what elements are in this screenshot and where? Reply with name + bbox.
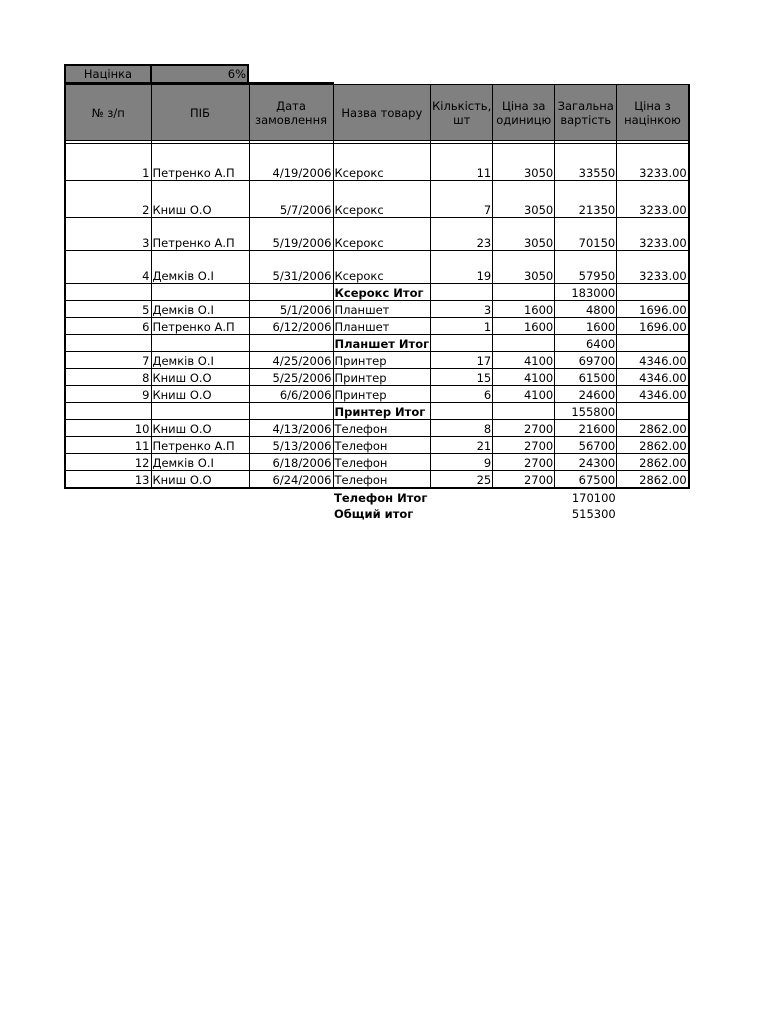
markup-table xyxy=(64,64,334,84)
table-row xyxy=(65,318,689,335)
header-quantity[interactable]: Кількість, шт xyxy=(431,85,493,141)
total-empty-cell[interactable] xyxy=(249,488,333,505)
row-markup-price[interactable]: 4346.00 xyxy=(617,386,689,403)
row-date[interactable]: 5/13/2006 xyxy=(249,437,333,454)
row-unit-price[interactable]: 3050 xyxy=(493,181,555,218)
subtotal-label[interactable]: Ксерокс Итог xyxy=(333,284,431,301)
row-product[interactable]: Ксерокс xyxy=(333,181,431,218)
row-number[interactable]: 6 xyxy=(65,318,151,335)
row-product[interactable]: Телефон xyxy=(333,471,431,489)
row-quantity[interactable]: 1 xyxy=(431,318,493,335)
table-row xyxy=(65,386,689,403)
table-row xyxy=(65,471,689,489)
subtotal-empty-cell[interactable] xyxy=(249,284,333,301)
row-date[interactable]: 5/7/2006 xyxy=(249,181,333,218)
subtotal-empty-cell[interactable] xyxy=(617,403,689,420)
row-quantity[interactable]: 3 xyxy=(431,301,493,318)
row-number[interactable]: 12 xyxy=(65,454,151,471)
row-markup-price[interactable]: 2862.00 xyxy=(617,420,689,437)
table-row xyxy=(65,181,689,218)
subtotal-empty-cell[interactable] xyxy=(617,284,689,301)
row-unit-price[interactable]: 2700 xyxy=(493,454,555,471)
total-empty-cell[interactable] xyxy=(151,505,249,521)
row-date[interactable]: 4/25/2006 xyxy=(249,352,333,369)
row-name[interactable]: Демків О.І xyxy=(151,352,249,369)
subtotal-empty-cell[interactable] xyxy=(493,335,555,352)
row-unit-price[interactable]: 4100 xyxy=(493,352,555,369)
row-date[interactable]: 4/13/2006 xyxy=(249,420,333,437)
row-total-cost[interactable]: 24300 xyxy=(555,454,617,471)
subtotal-label[interactable]: Принтер Итог xyxy=(333,403,431,420)
row-product[interactable]: Планшет xyxy=(333,301,431,318)
total-empty-cell[interactable] xyxy=(151,488,249,505)
header-product[interactable]: Назва товару xyxy=(333,85,431,141)
table-row xyxy=(65,437,689,454)
subtotal-empty-cell[interactable] xyxy=(493,403,555,420)
row-name[interactable]: Книш О.О xyxy=(151,369,249,386)
total-value[interactable]: 515300 xyxy=(571,507,616,521)
subtotal-row xyxy=(65,403,689,420)
total-empty-cell[interactable] xyxy=(617,488,689,505)
table-row xyxy=(65,144,689,181)
row-markup-price[interactable]: 3233.00 xyxy=(617,218,689,251)
subtotal-empty-cell[interactable] xyxy=(151,335,249,352)
header-name[interactable]: ПІБ xyxy=(151,85,249,141)
row-name[interactable]: Петренко А.П xyxy=(151,318,249,335)
row-product[interactable]: Ксерокс xyxy=(333,144,431,181)
row-quantity[interactable]: 21 xyxy=(431,437,493,454)
row-date[interactable]: 5/1/2006 xyxy=(249,301,333,318)
row-product[interactable]: Принтер xyxy=(333,352,431,369)
subtotal-empty-cell[interactable] xyxy=(249,403,333,420)
row-date[interactable]: 5/19/2006 xyxy=(249,218,333,251)
row-number[interactable]: 2 xyxy=(65,181,151,218)
total-label[interactable]: Общий итог xyxy=(334,507,414,521)
row-number[interactable]: 11 xyxy=(65,437,151,454)
row-quantity[interactable]: 7 xyxy=(431,181,493,218)
row-markup-price[interactable]: 4346.00 xyxy=(617,369,689,386)
row-total-cost[interactable]: 21600 xyxy=(555,420,617,437)
row-quantity[interactable]: 6 xyxy=(431,386,493,403)
row-date[interactable]: 6/24/2006 xyxy=(249,471,333,489)
row-number[interactable]: 5 xyxy=(65,301,151,318)
header-number[interactable]: № з/п xyxy=(65,85,151,141)
total-empty-cell[interactable] xyxy=(65,488,151,505)
header-unit-price[interactable]: Ціна за одиницю xyxy=(493,85,555,141)
row-product[interactable]: Принтер xyxy=(333,369,431,386)
row-markup-price[interactable]: 1696.00 xyxy=(617,318,689,335)
row-date[interactable]: 6/6/2006 xyxy=(249,386,333,403)
spreadsheet xyxy=(64,64,690,521)
row-markup-price[interactable]: 2862.00 xyxy=(617,471,689,489)
row-markup-price[interactable]: 2862.00 xyxy=(617,454,689,471)
row-product[interactable]: Планшет xyxy=(333,318,431,335)
row-name[interactable]: Демків О.І xyxy=(151,301,249,318)
row-quantity[interactable]: 19 xyxy=(431,251,493,284)
row-name[interactable]: Книш О.О xyxy=(151,420,249,437)
row-name[interactable]: Петренко А.П xyxy=(151,144,249,181)
row-name[interactable]: Книш О.О xyxy=(151,386,249,403)
row-name[interactable]: Книш О.О xyxy=(151,471,249,489)
row-quantity[interactable]: 25 xyxy=(431,471,493,489)
row-number[interactable]: 10 xyxy=(65,420,151,437)
row-quantity[interactable]: 8 xyxy=(431,420,493,437)
row-unit-price[interactable]: 2700 xyxy=(493,471,555,489)
row-unit-price[interactable]: 3050 xyxy=(493,144,555,181)
row-unit-price[interactable]: 2700 xyxy=(493,420,555,437)
row-number[interactable]: 9 xyxy=(65,386,151,403)
total-empty-cell[interactable] xyxy=(65,505,151,521)
markup-label[interactable]: Націнка xyxy=(65,65,151,83)
row-quantity[interactable]: 11 xyxy=(431,144,493,181)
grand-total-row xyxy=(65,505,689,521)
subtotal-empty-cell[interactable] xyxy=(431,335,493,352)
row-total-cost[interactable]: 67500 xyxy=(555,471,617,489)
header-total-cost[interactable]: Загальна вартість xyxy=(555,85,617,141)
row-product[interactable]: Принтер xyxy=(333,386,431,403)
table-row xyxy=(65,352,689,369)
row-unit-price[interactable]: 3050 xyxy=(493,251,555,284)
row-name[interactable]: Петренко А.П xyxy=(151,218,249,251)
row-name[interactable]: Демків О.І xyxy=(151,454,249,471)
subtotal-empty-cell[interactable] xyxy=(617,335,689,352)
row-total-cost[interactable]: 24600 xyxy=(555,386,617,403)
row-unit-price[interactable]: 3050 xyxy=(493,218,555,251)
markup-spacer xyxy=(248,65,334,83)
row-unit-price[interactable]: 1600 xyxy=(493,301,555,318)
subtotal-empty-cell[interactable] xyxy=(431,403,493,420)
subtotal-empty-cell[interactable] xyxy=(249,335,333,352)
row-number[interactable]: 3 xyxy=(65,218,151,251)
total-empty-cell[interactable] xyxy=(493,505,555,521)
row-markup-price[interactable]: 4346.00 xyxy=(617,352,689,369)
row-markup-price[interactable]: 1696.00 xyxy=(617,301,689,318)
orders-table xyxy=(64,84,690,521)
row-unit-price[interactable]: 4100 xyxy=(493,386,555,403)
row-unit-price[interactable]: 1600 xyxy=(493,318,555,335)
total-empty-cell[interactable] xyxy=(617,505,689,521)
row-date[interactable]: 5/25/2006 xyxy=(249,369,333,386)
row-number[interactable]: 1 xyxy=(65,144,151,181)
table-row xyxy=(65,218,689,251)
table-row xyxy=(65,454,689,471)
subtotal-empty-cell[interactable] xyxy=(65,335,151,352)
row-product[interactable]: Ксерокс xyxy=(333,251,431,284)
row-markup-price[interactable]: 2862.00 xyxy=(617,437,689,454)
total-empty-cell[interactable] xyxy=(431,505,493,521)
row-name[interactable]: Петренко А.П xyxy=(151,437,249,454)
subtotal-empty-cell[interactable] xyxy=(65,284,151,301)
total-label[interactable]: Телефон Итог xyxy=(334,491,428,505)
subtotal-value[interactable]: 183000 xyxy=(555,284,617,301)
total-value[interactable]: 170100 xyxy=(571,491,616,505)
total-empty-cell[interactable] xyxy=(431,488,493,505)
subtotal-row xyxy=(65,284,689,301)
subtotal-value[interactable]: 155800 xyxy=(555,403,617,420)
row-date[interactable]: 4/19/2006 xyxy=(249,144,333,181)
subtotal-row xyxy=(65,488,689,505)
row-unit-price[interactable]: 4100 xyxy=(493,369,555,386)
row-markup-price[interactable]: 3233.00 xyxy=(617,144,689,181)
header-date[interactable]: Дата замовлення xyxy=(249,85,333,141)
subtotal-value[interactable]: 6400 xyxy=(555,335,617,352)
header-markup-price[interactable]: Ціна з націнкою xyxy=(617,85,689,141)
row-date[interactable]: 6/18/2006 xyxy=(249,454,333,471)
row-total-cost[interactable]: 4800 xyxy=(555,301,617,318)
row-name[interactable]: Книш О.О xyxy=(151,181,249,218)
row-number[interactable]: 8 xyxy=(65,369,151,386)
row-markup-price[interactable]: 3233.00 xyxy=(617,181,689,218)
row-total-cost[interactable]: 61500 xyxy=(555,369,617,386)
row-number[interactable]: 7 xyxy=(65,352,151,369)
row-product[interactable]: Телефон xyxy=(333,420,431,437)
row-product[interactable]: Телефон xyxy=(333,437,431,454)
row-quantity[interactable]: 9 xyxy=(431,454,493,471)
markup-value[interactable]: 6% xyxy=(151,65,248,83)
subtotal-empty-cell[interactable] xyxy=(493,284,555,301)
row-quantity[interactable]: 17 xyxy=(431,352,493,369)
table-row xyxy=(65,251,689,284)
row-total-cost[interactable]: 56700 xyxy=(555,437,617,454)
total-empty-cell[interactable] xyxy=(249,505,333,521)
row-markup-price[interactable]: 3233.00 xyxy=(617,251,689,284)
subtotal-label[interactable]: Планшет Итог xyxy=(333,335,431,352)
row-total-cost[interactable]: 57950 xyxy=(555,251,617,284)
subtotal-empty-cell[interactable] xyxy=(65,403,151,420)
row-total-cost[interactable]: 1600 xyxy=(555,318,617,335)
row-name[interactable]: Демків О.І xyxy=(151,251,249,284)
table-row xyxy=(65,369,689,386)
subtotal-empty-cell[interactable] xyxy=(151,284,249,301)
table-row xyxy=(65,420,689,437)
row-total-cost[interactable]: 21350 xyxy=(555,181,617,218)
subtotal-row xyxy=(65,335,689,352)
subtotal-empty-cell[interactable] xyxy=(431,284,493,301)
row-product[interactable]: Телефон xyxy=(333,454,431,471)
header-row xyxy=(65,85,689,141)
row-total-cost[interactable]: 69700 xyxy=(555,352,617,369)
row-unit-price[interactable]: 2700 xyxy=(493,437,555,454)
row-total-cost[interactable]: 70150 xyxy=(555,218,617,251)
row-quantity[interactable]: 23 xyxy=(431,218,493,251)
total-empty-cell[interactable] xyxy=(493,488,555,505)
row-quantity[interactable]: 15 xyxy=(431,369,493,386)
row-number[interactable]: 13 xyxy=(65,471,151,489)
row-number[interactable]: 4 xyxy=(65,251,151,284)
row-total-cost[interactable]: 33550 xyxy=(555,144,617,181)
subtotal-empty-cell[interactable] xyxy=(151,403,249,420)
row-date[interactable]: 5/31/2006 xyxy=(249,251,333,284)
row-date[interactable]: 6/12/2006 xyxy=(249,318,333,335)
row-product[interactable]: Ксерокс xyxy=(333,218,431,251)
table-row xyxy=(65,301,689,318)
